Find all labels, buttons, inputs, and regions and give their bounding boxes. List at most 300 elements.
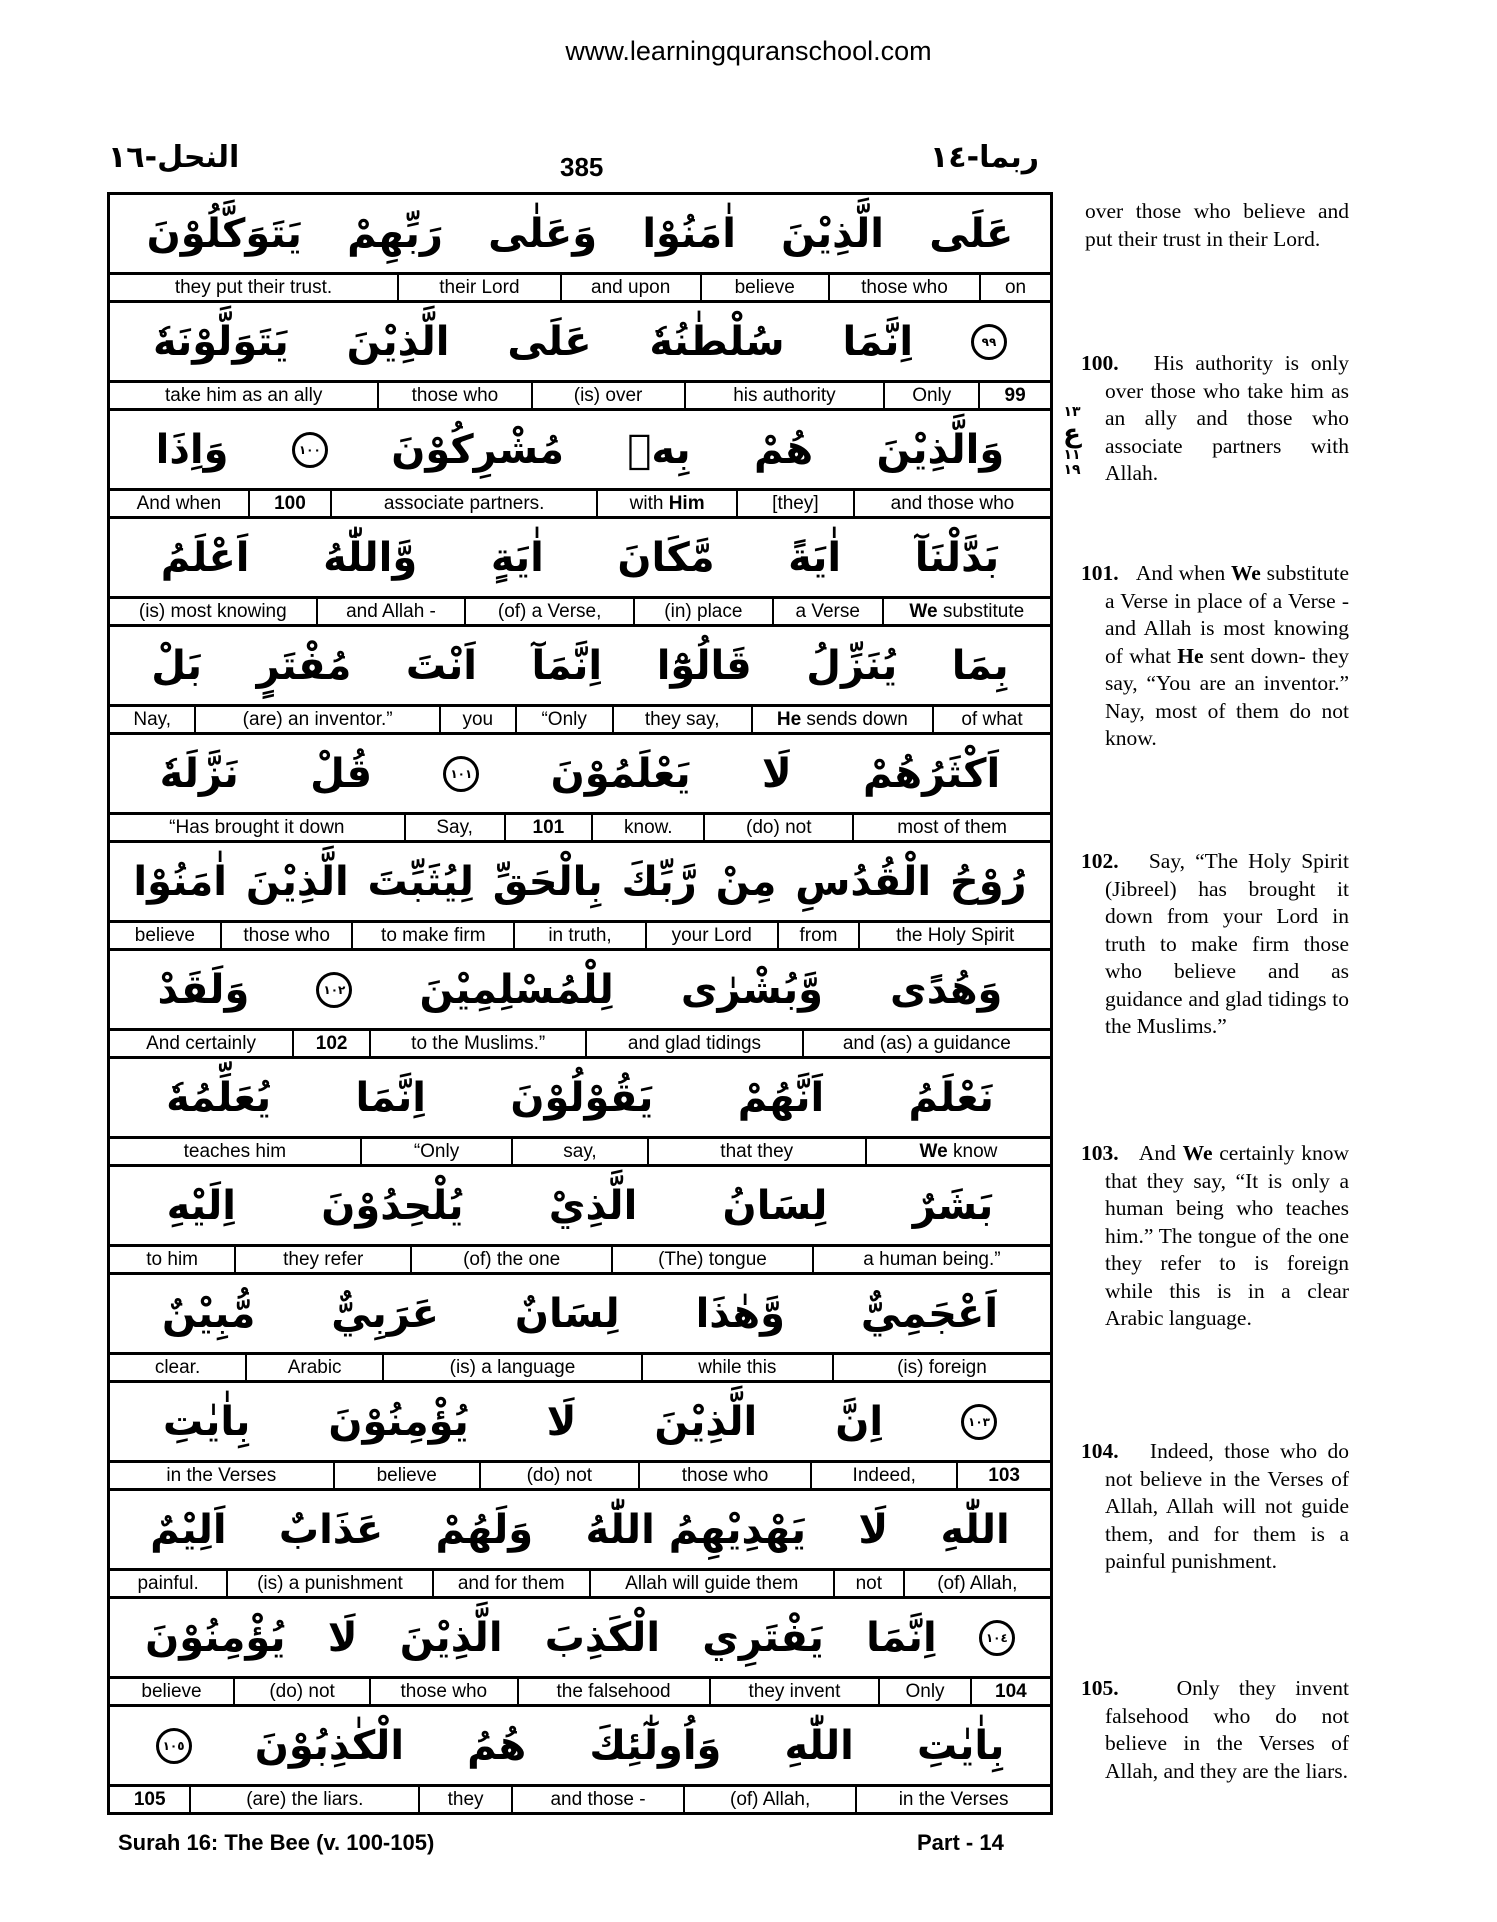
text-segment: in the Verses: [898, 1789, 1009, 1810]
arabic-row: [110, 735, 1050, 815]
translation-paragraph: [1081, 560, 1350, 753]
text-segment: (of) a Verse,: [497, 601, 602, 622]
arabic-word: اِلَيْهِ: [166, 1182, 236, 1229]
text-segment: sends down: [801, 709, 908, 730]
english-word-cell: [834, 1355, 1050, 1380]
english-word-cell: [880, 1679, 971, 1704]
english-word-cell: [399, 275, 562, 300]
english-word-cell: [250, 491, 332, 516]
arabic-word: هُمُ: [467, 1722, 527, 1769]
english-word-cell: [379, 383, 532, 408]
arabic-word: اللّٰهِ: [940, 1506, 1010, 1553]
english-row: [110, 599, 1050, 627]
english-word-cell: [519, 1679, 711, 1704]
english-word-cell: [110, 1463, 335, 1488]
arabic-word: اِنَّ: [835, 1398, 884, 1445]
english-word-cell: [191, 1787, 420, 1812]
text-segment: those who: [861, 277, 948, 298]
surah-label: النحل-١٦: [108, 140, 240, 175]
english-word-cell: [860, 923, 1050, 948]
arabic-word: يُؤْمِنُوْنَ: [328, 1398, 469, 1445]
bold-text: 103: [988, 1465, 1020, 1486]
arabic-word: قُلْ: [310, 750, 373, 797]
text-segment: while this: [698, 1357, 777, 1378]
arabic-word: يُعَلِّمُهٗ: [166, 1074, 272, 1121]
arabic-word: سُلْطٰنُهٗ: [649, 318, 785, 365]
english-word-cell: [362, 1139, 514, 1164]
english-word-cell: [854, 815, 1050, 840]
text-segment: those who: [411, 385, 499, 406]
text-segment: (is) a punishment: [257, 1573, 403, 1594]
arabic-word: اَنْتَ: [405, 642, 477, 689]
english-word-cell: [110, 275, 399, 300]
english-word-cell: [591, 1571, 835, 1596]
text-segment: they: [447, 1789, 484, 1810]
english-word-cell: [335, 1463, 481, 1488]
english-word-cell: [686, 383, 886, 408]
arabic-word: قَالُوْٓا: [656, 642, 752, 689]
english-row: [110, 1787, 1050, 1812]
arabic-word: وَّبُشْرٰى: [680, 966, 823, 1013]
english-word-cell: [441, 707, 517, 732]
text-segment: (in) place: [664, 601, 743, 622]
arabic-word: اٰمَنُوْا: [133, 858, 227, 905]
text-segment: their Lord: [439, 277, 520, 298]
text-segment: and those who: [890, 493, 1015, 514]
english-word-cell: [110, 491, 250, 516]
text-segment: (of) Allah,: [937, 1573, 1018, 1594]
text-segment: believe: [376, 1465, 437, 1486]
bold-text: We: [1230, 561, 1261, 585]
arabic-word: عَرَبِيٌّ: [331, 1290, 439, 1337]
english-word-cell: [981, 275, 1050, 300]
english-word-cell: [110, 1571, 228, 1596]
text-segment: (of) the one: [463, 1249, 561, 1270]
english-word-cell: [110, 1787, 191, 1812]
translation-paragraph: [1081, 1140, 1349, 1333]
english-word-cell: [228, 1571, 433, 1596]
english-word-cell: [406, 815, 506, 840]
text-segment: And when: [136, 493, 222, 514]
english-word-cell: [513, 1787, 685, 1812]
ruku-mid-number: ١١: [1063, 447, 1081, 463]
english-row: [110, 1031, 1050, 1059]
arabic-word: يُؤْمِنُوْنَ: [145, 1614, 286, 1661]
text-segment: those who: [243, 925, 330, 946]
arabic-row: [110, 303, 1050, 383]
english-word-cell: [515, 923, 647, 948]
english-word-cell: [972, 1679, 1050, 1704]
english-word-cell: [466, 599, 634, 624]
arabic-word: اَلِيْمٌ: [150, 1506, 227, 1553]
text-segment: (is) a language: [449, 1357, 576, 1378]
text-segment: and glad tidings: [627, 1033, 762, 1054]
arabic-word: الْقُدُسِ: [795, 858, 932, 905]
english-word-cell: [222, 923, 354, 948]
english-word-cell: [640, 1463, 812, 1488]
text-segment: (do) not: [269, 1681, 335, 1702]
english-word-cell: [196, 707, 441, 732]
verse-number: 101.: [1081, 561, 1136, 585]
text-segment: Arabic: [287, 1357, 342, 1378]
english-word-cell: [533, 383, 686, 408]
arabic-row: [110, 1383, 1050, 1463]
bold-text: 99: [1004, 385, 1026, 406]
arabic-word: الَّذِيْنَ: [399, 1614, 503, 1661]
english-word-cell: [481, 1463, 640, 1488]
arabic-word: اٰيَةً: [788, 534, 842, 581]
arabic-word: اَكْثَرُهُمْ: [862, 750, 1001, 797]
text-segment: believe: [134, 925, 195, 946]
arabic-word: الَّذِيْنَ: [346, 318, 450, 365]
text-segment: Indeed, those who do not believe in the Verses of Allah, Allah will not guide them, and for them is a painful punishment.: [1105, 1439, 1349, 1573]
english-word-cell: [814, 1247, 1050, 1272]
arabic-word: اَعْلَمُ: [160, 534, 250, 581]
english-word-cell: [779, 923, 861, 948]
english-row: [110, 1463, 1050, 1491]
arabic-word: وَلَهُمْ: [435, 1506, 534, 1553]
text-segment: Only: [912, 385, 952, 406]
arabic-word: هُمْ: [754, 426, 814, 473]
arabic-word: رَّبِّكَ: [621, 858, 697, 905]
arabic-word: نَزَّلَهٗ: [159, 750, 239, 797]
arabic-word: وَّاللّٰهُ: [323, 534, 418, 581]
arabic-word: نَعْلَمُ: [908, 1074, 994, 1121]
english-word-cell: [110, 815, 406, 840]
text-segment: and (as) a guidance: [842, 1033, 1011, 1054]
english-word-cell: [647, 923, 779, 948]
english-word-cell: [434, 1571, 591, 1596]
bold-text: We: [919, 1141, 948, 1162]
text-segment: the falsehood: [556, 1681, 671, 1702]
english-word-cell: [867, 1139, 1050, 1164]
arabic-word: بَدَّلْنَآ: [914, 534, 1000, 581]
arabic-word: مِنْ: [715, 858, 777, 905]
arabic-word: الَّذِيْنَ: [245, 858, 349, 905]
arabic-word: يَعْلَمُوْنَ: [550, 750, 691, 797]
arabic-word: بِاٰيٰتِ: [917, 1722, 1005, 1769]
text-segment: on: [1004, 277, 1027, 298]
text-segment: (do) not: [526, 1465, 593, 1486]
english-word-cell: [598, 491, 738, 516]
english-word-cell: [412, 1247, 613, 1272]
arabic-word: بِمَا: [951, 642, 1009, 689]
bold-text: 101: [532, 817, 565, 838]
english-word-cell: [110, 1247, 236, 1272]
arabic-word: عَذَابٌ: [278, 1506, 384, 1553]
english-word-cell: [705, 815, 854, 840]
english-word-cell: [738, 491, 855, 516]
arabic-row: [110, 1491, 1050, 1571]
text-segment: Allah will guide them: [625, 1573, 799, 1594]
text-segment: painful.: [137, 1573, 199, 1594]
verse-end-marker: ١٠٢: [316, 972, 352, 1008]
text-segment: most of them: [897, 817, 1008, 838]
text-segment: certainly know that they say, “It is only a human being who teaches him.” The tongue of the one they refer to is foreign while this is in a clear Arabic language.: [1105, 1141, 1349, 1330]
text-segment: and upon: [591, 277, 671, 298]
english-word-cell: [830, 275, 981, 300]
arabic-word: اللّٰهِ: [784, 1722, 854, 1769]
arabic-word: مُفْتَرٍ: [256, 642, 352, 689]
arabic-row: [110, 1059, 1050, 1139]
arabic-word: لِلْمُسْلِمِيْنَ: [419, 966, 614, 1013]
text-segment: Nay,: [133, 709, 172, 730]
text-segment: say,: [563, 1141, 597, 1162]
english-word-cell: [371, 1679, 518, 1704]
english-word-cell: [236, 1247, 412, 1272]
bold-text: 105: [133, 1789, 166, 1810]
arabic-word: يَفْتَرِي: [702, 1614, 824, 1661]
translation-paragraph: [1081, 1438, 1349, 1576]
arabic-word: رَبِّهِمْ: [347, 210, 443, 257]
text-segment: of what: [961, 709, 1023, 730]
arabic-word: لِيُثَبِّتَ: [367, 858, 474, 905]
arabic-word: بَلْ: [151, 642, 203, 689]
arabic-row: [110, 627, 1050, 707]
text-segment: “Only: [413, 1141, 460, 1162]
english-word-cell: [384, 1355, 643, 1380]
footer-part: Part - 14: [917, 1830, 1004, 1855]
part-label: ربما-١٤: [930, 140, 1039, 175]
bold-text: We: [909, 601, 938, 622]
arabic-word: الْكٰذِبُوْنَ: [254, 1722, 405, 1769]
text-segment: Say,: [436, 817, 473, 838]
bold-text: He: [776, 709, 802, 730]
text-segment: (are) the liars.: [246, 1789, 364, 1810]
text-segment: over those who believe and put their trust in their Lord.: [1085, 199, 1349, 251]
bold-text: 102: [315, 1033, 348, 1054]
text-segment: substitute a Verse in place of a Verse - and Allah is most knowing of what: [1105, 561, 1349, 668]
ruku-marker: [1060, 405, 1084, 478]
english-row: [110, 1139, 1050, 1167]
english-word-cell: [110, 1679, 235, 1704]
arabic-word: لَا: [761, 750, 792, 797]
english-word-cell: [614, 707, 753, 732]
english-word-cell: [562, 275, 702, 300]
english-row: [110, 1247, 1050, 1275]
text-segment: associate partners.: [383, 493, 545, 514]
text-segment: and those -: [550, 1789, 646, 1810]
arabic-word: عَلَى: [929, 210, 1014, 257]
text-segment: you: [462, 709, 494, 730]
text-segment: in the Verses: [166, 1465, 277, 1486]
english-word-cell: [934, 707, 1050, 732]
arabic-row: [110, 411, 1050, 491]
text-segment: (is) foreign: [897, 1357, 987, 1378]
text-segment: those who: [681, 1465, 769, 1486]
english-word-cell: [513, 1139, 648, 1164]
arabic-row: [110, 1599, 1050, 1679]
arabic-word: لَا: [546, 1398, 577, 1445]
text-segment: Say, “The Holy Spirit (Jibreel) has brought it down from your Lord in truth to make firm those who believe and as guidance and glad tidings to the Muslims.”: [1105, 849, 1350, 1038]
text-segment: they say,: [644, 709, 720, 730]
verse-number: 103.: [1081, 1141, 1139, 1165]
arabic-row: [110, 1707, 1050, 1787]
text-segment: clear.: [154, 1357, 201, 1378]
text-segment: those who: [400, 1681, 488, 1702]
verse-number: 105.: [1081, 1676, 1177, 1700]
english-word-cell: [517, 707, 614, 732]
english-word-cell: [420, 1787, 513, 1812]
english-word-cell: [702, 275, 830, 300]
website-url: www.learningquranschool.com: [565, 36, 932, 66]
text-segment: a Verse: [795, 601, 860, 622]
arabic-word: وَاُولٰٓئِكَ: [589, 1722, 722, 1769]
text-segment: And when: [1135, 561, 1231, 585]
text-segment: (The) tongue: [658, 1249, 767, 1270]
english-row: [110, 1571, 1050, 1599]
arabic-word: مُشْرِكُوْنَ: [391, 426, 565, 473]
english-word-cell: [593, 815, 705, 840]
arabic-word: وَلَقَدْ: [157, 966, 250, 1013]
english-word-cell: [110, 1355, 247, 1380]
english-word-cell: [235, 1679, 371, 1704]
arabic-word: يَتَوَلَّوْنَهٗ: [152, 318, 289, 365]
arabic-word: لَا: [858, 1506, 889, 1553]
text-segment: [they]: [772, 493, 819, 514]
english-word-cell: [857, 1787, 1050, 1812]
bold-text: He: [1177, 643, 1204, 668]
english-word-cell: [980, 383, 1050, 408]
arabic-word: يُلْحِدُوْنَ: [321, 1182, 464, 1229]
ruku-symbol: ع: [1063, 419, 1081, 449]
english-word-cell: [613, 1247, 814, 1272]
text-segment: His authority is only over those who take him as an ally and those who associate partners with Allah.: [1105, 351, 1349, 485]
text-segment: that they: [720, 1141, 794, 1162]
bold-text: We: [1182, 1141, 1213, 1165]
translation-paragraph: [1081, 1675, 1349, 1785]
bold-text: 104: [995, 1681, 1027, 1702]
arabic-row: [110, 1167, 1050, 1247]
arabic-word: لِسَانُ: [722, 1182, 828, 1229]
text-segment: Only they invent falsehood who do not believe in the Verses of Allah, and they are the liars.: [1105, 1676, 1349, 1783]
english-word-cell: [110, 383, 379, 408]
verse-end-marker: ١٠٥: [156, 1728, 192, 1764]
text-segment: your Lord: [671, 925, 752, 946]
english-row: [110, 815, 1050, 843]
arabic-row: [110, 519, 1050, 599]
text-segment: “Only: [541, 709, 587, 730]
arabic-word: اِنَّمَا: [355, 1074, 427, 1121]
arabic-word: اِنَّمَا: [842, 318, 914, 365]
text-segment: they put their trust.: [174, 277, 333, 298]
arabic-word: رُوْحُ: [949, 858, 1027, 905]
arabic-word: الَّذِيْ: [548, 1182, 638, 1229]
english-word-cell: [711, 1679, 881, 1704]
english-word-cell: [835, 1571, 905, 1596]
text-segment: not: [855, 1573, 882, 1594]
arabic-word: وَهُدًى: [890, 966, 1003, 1013]
english-word-cell: [958, 1463, 1050, 1488]
english-row: [110, 707, 1050, 735]
english-word-cell: [506, 815, 594, 840]
text-segment: the Holy Spirit: [896, 925, 1015, 946]
english-word-cell: [294, 1031, 371, 1056]
verse-end-marker: ١٠٣: [961, 1404, 997, 1440]
arabic-word: يَقُوْلُوْنَ: [510, 1074, 654, 1121]
bold-text: Him: [668, 493, 705, 514]
english-word-cell: [855, 491, 1050, 516]
text-segment: believe: [141, 1681, 202, 1702]
text-segment: (is) most knowing: [138, 601, 287, 622]
arabic-word: وَّهٰذَا: [695, 1290, 785, 1337]
text-segment: his authority: [733, 385, 836, 406]
text-segment: and Allah -: [346, 601, 436, 622]
arabic-row: [110, 843, 1050, 923]
english-row: [110, 1355, 1050, 1383]
text-segment: (are) an inventor.”: [242, 709, 393, 730]
arabic-word: بِاٰيٰتِ: [162, 1398, 251, 1445]
arabic-word: يُنَزِّلُ: [806, 642, 898, 689]
verse-end-marker: ٩٩: [971, 324, 1007, 360]
arabic-word: يَتَوَكَّلُوْنَ: [146, 210, 302, 257]
text-segment: know.: [624, 817, 673, 838]
word-by-word-table: [107, 192, 1053, 1815]
text-segment: to make firm: [381, 925, 486, 946]
arabic-word: لِسَانٌ: [514, 1290, 620, 1337]
verse-number: 100.: [1081, 351, 1154, 375]
arabic-word: بِهٖ: [627, 426, 691, 473]
bold-text: 100: [274, 493, 306, 514]
translation-paragraph: [1081, 848, 1350, 1041]
text-segment: in truth,: [548, 925, 612, 946]
arabic-row: [110, 195, 1050, 275]
english-row: [110, 491, 1050, 519]
verse-end-marker: ١٠١: [443, 756, 479, 792]
verse-end-marker: ١٠٤: [979, 1620, 1015, 1656]
ruku-bottom-number: ١٩: [1063, 462, 1081, 478]
english-word-cell: [884, 599, 1050, 624]
arabic-row: [110, 951, 1050, 1031]
english-word-cell: [685, 1787, 857, 1812]
english-word-cell: [774, 599, 884, 624]
text-segment: from: [799, 925, 838, 946]
text-segment: (of) Allah,: [730, 1789, 811, 1810]
arabic-word: اِنَّمَآ: [531, 642, 603, 689]
ruku-top-number: ١٣: [1063, 404, 1081, 420]
english-word-cell: [110, 707, 196, 732]
text-segment: And certainly: [146, 1033, 256, 1054]
english-word-cell: [885, 383, 980, 408]
english-word-cell: [332, 491, 598, 516]
verse-end-marker: ١٠٠: [292, 432, 328, 468]
english-row: [110, 383, 1050, 411]
english-word-cell: [635, 599, 774, 624]
english-word-cell: [812, 1463, 958, 1488]
text-segment: teaches him: [183, 1141, 287, 1162]
arabic-word: وَعَلٰى: [488, 210, 598, 257]
text-segment: they invent: [748, 1681, 841, 1702]
text-segment: believe: [734, 277, 795, 298]
arabic-word: وَاِذَا: [155, 426, 229, 473]
arabic-word: وَالَّذِيْنَ: [876, 426, 1005, 473]
english-word-cell: [110, 599, 318, 624]
text-segment: with: [629, 493, 669, 514]
text-segment: substitute: [937, 601, 1025, 622]
arabic-word: اِنَّمَا: [866, 1614, 937, 1661]
english-row: [110, 923, 1050, 951]
arabic-word: اَنَّهُمْ: [737, 1074, 825, 1121]
translation-paragraph: [1085, 198, 1349, 253]
text-segment: Indeed,: [852, 1465, 916, 1486]
arabic-word: اٰيَةٍ: [490, 534, 544, 581]
english-word-cell: [905, 1571, 1050, 1596]
english-row: [110, 275, 1050, 303]
text-segment: to him: [146, 1249, 198, 1270]
text-segment: take him as an ally: [165, 385, 323, 406]
english-word-cell: [371, 1031, 587, 1056]
english-word-cell: [110, 1031, 294, 1056]
